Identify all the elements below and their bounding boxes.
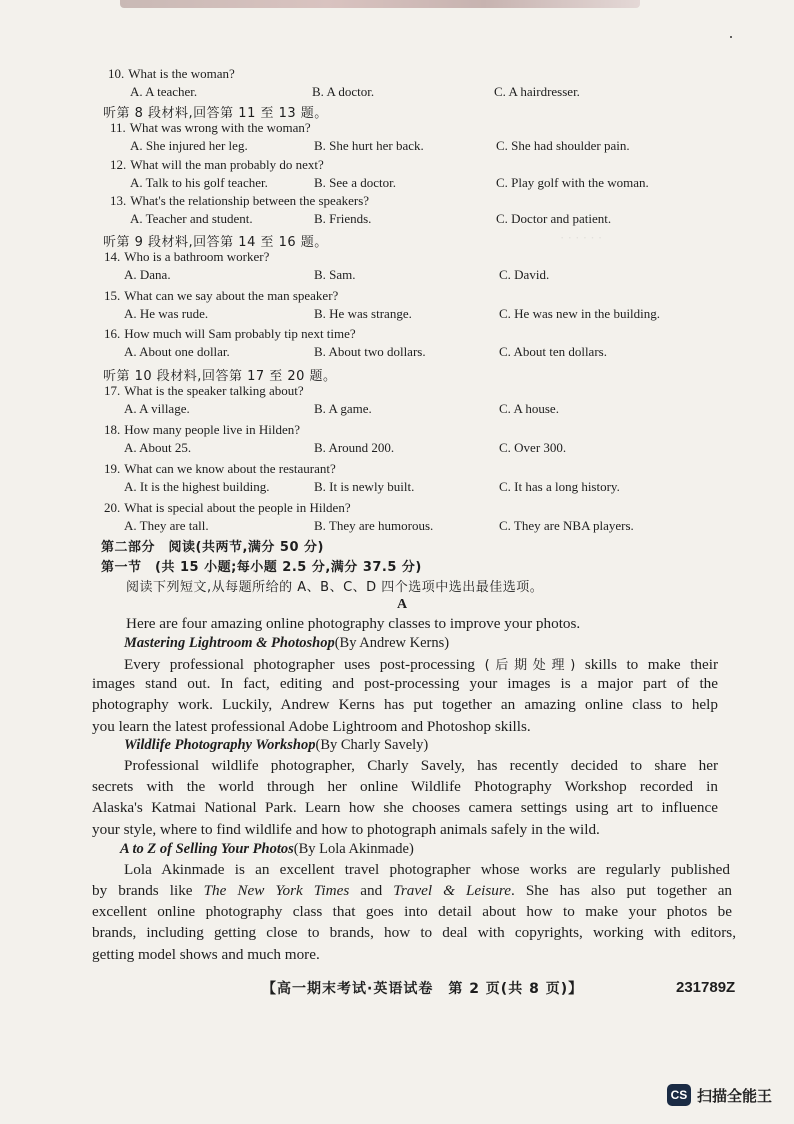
class-1-line-3: photography work. Luckily, Andrew Kerns has put together an amazing online class to help xyxy=(92,696,718,713)
option-b: B. About two dollars. xyxy=(314,344,426,359)
option-c: C. Play golf with the woman. xyxy=(496,175,649,190)
option-c: C. Over 300. xyxy=(499,440,567,455)
class-2-line-2: secrets with the world through her online Wildlife Photography Workshop recorded in xyxy=(92,778,718,795)
option-b: B. See a doctor. xyxy=(314,175,396,190)
option-b: B. Friends. xyxy=(314,211,372,226)
option-b: B. They are humorous. xyxy=(314,518,434,533)
question-11 xyxy=(110,120,311,135)
question-number: 13. xyxy=(110,193,127,208)
class-3-line-5: getting model shows and much more. xyxy=(92,946,320,963)
question-text: What is the woman? xyxy=(128,66,235,81)
option-c: C. They are NBA players. xyxy=(499,518,634,533)
class-2-line-3: Alaska's Katmai National Park. Learn how she chooses camera settings using art to influence xyxy=(92,799,718,816)
class-3-line-1: Lola Akinmade is an excellent travel photographer whose works are regularly published xyxy=(124,861,730,878)
option-b: B. A doctor. xyxy=(312,84,375,99)
option-c: C. David. xyxy=(499,267,550,282)
question-20 xyxy=(104,500,351,515)
class-1-title: Mastering Lightroom & Photoshop xyxy=(124,635,335,651)
option-a: A. About one dollar. xyxy=(124,344,230,359)
paper-code: 231789Z xyxy=(676,979,736,996)
page-top-edge xyxy=(120,0,640,8)
watermark-text: 扫描全能王 xyxy=(696,1086,772,1105)
class-2-title: Wildlife Photography Workshop xyxy=(124,737,316,753)
class-2-line-1: Professional wildlife photographer, Charly Savely, has recently decided to share her xyxy=(124,757,718,774)
option-c: C. A hairdresser. xyxy=(494,84,580,99)
passage-letter: A xyxy=(397,597,408,612)
class-3-author: (By Lola Akinmade) xyxy=(293,841,414,857)
option-a: A. He was rude. xyxy=(124,306,209,321)
question-text: How much will Sam probably tip next time? xyxy=(124,326,356,341)
option-b: B. Around 200. xyxy=(314,440,395,455)
page-footer: 【高一期末考试·英语试卷 第 2 页(共 8 页)】 xyxy=(262,981,584,997)
question-number: 18. xyxy=(104,422,121,437)
option-c: C. She had shoulder pain. xyxy=(496,138,630,153)
class-3-heading xyxy=(120,841,414,858)
question-text: How many people live in Hilden? xyxy=(124,422,301,437)
class-1-line-1 xyxy=(124,654,718,674)
class-1-heading xyxy=(124,635,449,652)
post-processing-note: (后期处理) xyxy=(484,658,576,673)
question-number: 11. xyxy=(110,120,126,135)
class-2-line-4: your style, where to find wildlife and how to photograph animals safely in the wild. xyxy=(92,821,600,838)
question-14 xyxy=(104,249,269,264)
question-text: What can we say about the man speaker? xyxy=(124,288,339,303)
class-1-author: (By Andrew Kerns) xyxy=(334,635,450,651)
class-3-line-2c: and xyxy=(360,882,383,899)
class-2-heading xyxy=(124,737,428,754)
class-2-author: (By Charly Savely) xyxy=(315,737,429,753)
option-a: A. A village. xyxy=(124,401,190,416)
class-1-line-2: images stand out. In fact, editing and post-processing your images is a major part of the xyxy=(92,675,718,692)
part2-heading: 第二部分 阅读(共两节,满分 50 分) xyxy=(101,540,324,555)
class-3-line-4: brands, including getting close to brands, how to deal with copyrights, working with editors, xyxy=(92,924,736,941)
option-b: B. She hurt her back. xyxy=(314,138,424,153)
question-15 xyxy=(104,288,338,303)
question-16 xyxy=(104,326,356,341)
option-a: A. Dana. xyxy=(124,267,171,282)
option-a: A. She injured her leg. xyxy=(130,138,248,153)
option-a: A. A teacher. xyxy=(130,84,198,99)
class-3-line-2a: by brands like xyxy=(92,882,193,899)
question-text: What will the man probably do next? xyxy=(130,157,324,172)
class-3-line-2e: . She has also put together an xyxy=(511,882,733,899)
question-number: 14. xyxy=(104,249,121,264)
option-a: A. It is the highest building. xyxy=(124,479,270,494)
bleed-through: · · · · · · xyxy=(560,230,603,245)
option-c: C. He was new in the building. xyxy=(499,306,661,321)
question-number: 16. xyxy=(104,326,121,341)
option-b: B. He was strange. xyxy=(314,306,412,321)
option-a: A. Teacher and student. xyxy=(130,211,253,226)
question-text: What can we know about the restaurant? xyxy=(124,461,336,476)
option-b: B. Sam. xyxy=(314,267,356,282)
option-c: C. It has a long history. xyxy=(499,479,620,494)
camscanner-logo-icon: CS xyxy=(667,1084,691,1106)
question-number: 15. xyxy=(104,288,121,303)
option-c: C. About ten dollars. xyxy=(499,344,607,359)
segment-instruction-seg9: 听第 9 段材料,回答第 14 至 16 题。 xyxy=(103,235,328,250)
scanner-watermark xyxy=(667,1084,772,1106)
option-a: A. Talk to his golf teacher. xyxy=(130,175,268,190)
option-a: A. About 25. xyxy=(124,440,192,455)
option-b: B. A game. xyxy=(314,401,372,416)
speck xyxy=(730,36,732,38)
class-1-line-1c: skills to make their xyxy=(584,656,719,673)
segment-instruction-seg8: 听第 8 段材料,回答第 11 至 13 题。 xyxy=(103,106,328,121)
question-13 xyxy=(110,193,369,208)
brand-travel-leisure: Travel & Leisure xyxy=(393,882,511,899)
question-text: What's the relationship between the speakers? xyxy=(130,193,370,208)
question-18 xyxy=(104,422,300,437)
class-1-line-1a: Every professional photographer uses post-processing xyxy=(124,656,476,673)
brand-nyt: The New York Times xyxy=(203,882,350,899)
reading-instruction: 阅读下列短文,从每题所给的 A、B、C、D 四个选项中选出最佳选项。 xyxy=(126,580,544,595)
class-3-line-3: excellent online photography class that goes into detail about how to make your photos be xyxy=(92,903,732,920)
question-12 xyxy=(110,157,324,172)
class-1-line-4: you learn the latest professional Adobe Lightroom and Photoshop skills. xyxy=(92,718,531,735)
question-text: What is the speaker talking about? xyxy=(124,383,304,398)
question-number: 10. xyxy=(108,66,125,81)
question-number: 17. xyxy=(104,383,121,398)
question-text: What is special about the people in Hilden? xyxy=(124,500,351,515)
class-3-line-2 xyxy=(92,882,732,900)
question-text: What was wrong with the woman? xyxy=(129,120,311,135)
option-c: C. A house. xyxy=(499,401,559,416)
question-text: Who is a bathroom worker? xyxy=(124,249,270,264)
segment-instruction-seg10: 听第 10 段材料,回答第 17 至 20 题。 xyxy=(103,369,337,384)
question-10 xyxy=(108,66,235,81)
question-number: 20. xyxy=(104,500,121,515)
section1-heading: 第一节 (共 15 小题;每小题 2.5 分,满分 37.5 分) xyxy=(101,560,422,575)
option-c: C. Doctor and patient. xyxy=(496,211,612,226)
class-3-title: A to Z of Selling Your Photos xyxy=(120,841,294,857)
question-19 xyxy=(104,461,336,476)
question-number: 19. xyxy=(104,461,121,476)
option-b: B. It is newly built. xyxy=(314,479,415,494)
question-number: 12. xyxy=(110,157,127,172)
question-17 xyxy=(104,383,304,398)
passage-intro: Here are four amazing online photography classes to improve your photos. xyxy=(126,615,581,632)
option-a: A. They are tall. xyxy=(124,518,209,533)
